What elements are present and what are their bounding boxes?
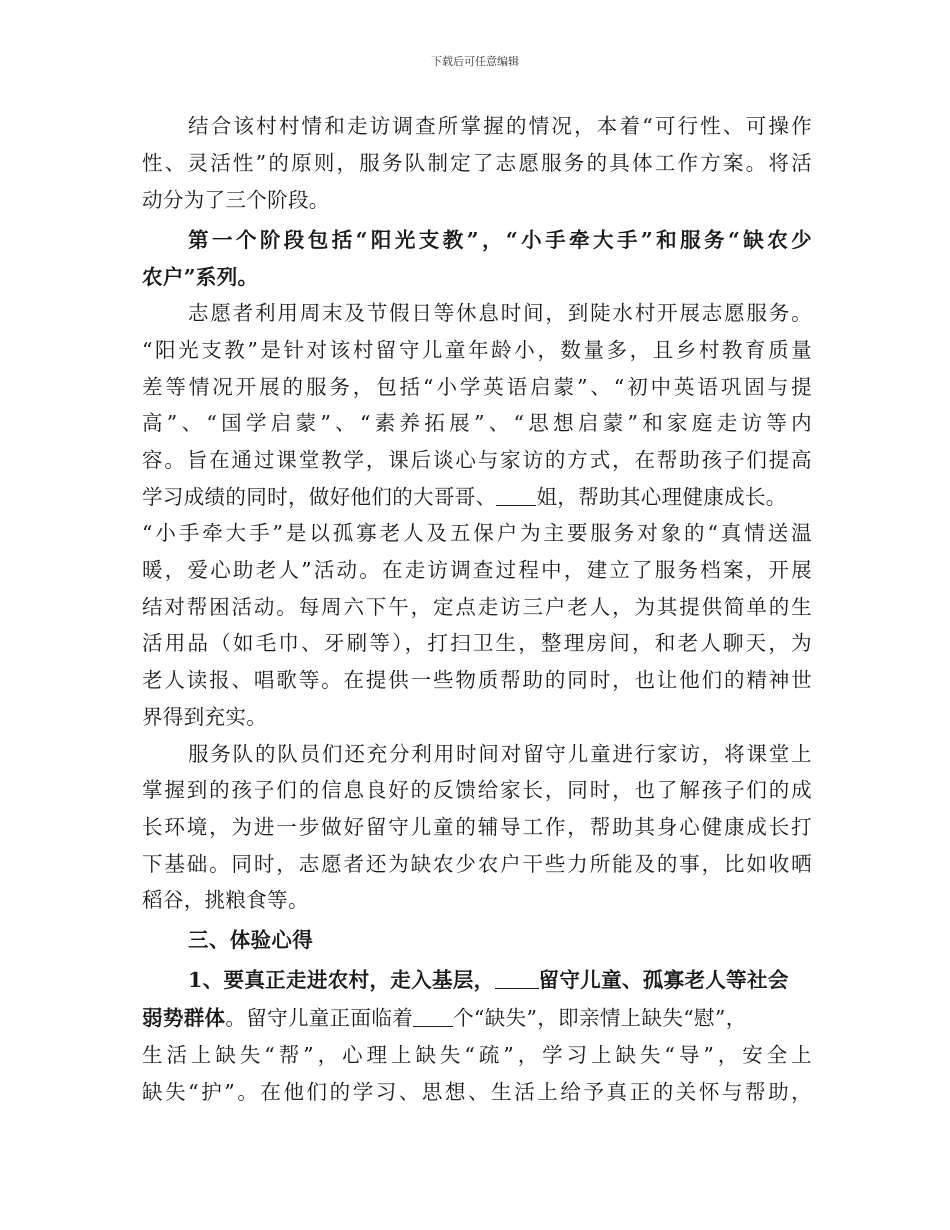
paragraph-line: 服务队的队员们还充分利用时间对留守儿童进行家访，将课堂上 [188,742,812,766]
fill-in-blank [413,1006,453,1027]
text-run: 弱势群体 [142,1006,226,1030]
paragraph-line: 下基础。同时，志愿者还为缺农少农户干些力所能及的事，比如收晒 [142,852,812,876]
paragraph-line: “小手牵大手”是以孤寡老人及五保户为主要服务对象的“真情送温 [142,521,812,545]
paragraph-line: 差等情况开展的服务，包括“小学英语启蒙”、“初中英语巩固与提 [142,375,812,399]
paragraph-line: 志愿者利用周末及节假日等休息时间，到陡水村开展志愿服务。 [188,301,812,325]
paragraph-line: “阳光支教”是针对该村留守儿童年龄小，数量多，且乡村教育质量 [142,338,812,362]
paragraph-line: 容。旨在通过课堂教学，课后谈心与家访的方式，在帮助孩子们提高 [142,448,812,472]
section-heading: 三、体验心得 [188,928,314,952]
paragraph-line: 生活上缺失“帮”，心理上缺失“疏”，学习上缺失“导”，安全上 [142,1043,812,1067]
paragraph-line: 高”、“国学启蒙”、“素养拓展”、“思想启蒙”和家庭走访等内 [142,411,812,435]
paragraph-line: 长环境，为进一步做好留守儿童的辅导工作，帮助其身心健康成长打 [142,815,812,839]
fill-in-blank [495,968,539,989]
paragraph-line [188,965,812,995]
paragraph-line: 界得到充实。 [142,705,268,729]
paragraph-line: 活用品（如毛巾、牙刷等），打扫卫生，整理房间，和老人聊天，为 [142,631,812,655]
paragraph-line: 结合该村村情和走访调查所掌握的情况，本着“可行性、可操作 [188,114,812,138]
text-run: 个“缺失”，即亲情上缺失“慰”， [453,1006,747,1030]
section-heading-line: 第一个阶段包括“阳光支教”，“小手牵大手”和服务“缺农少 [188,228,812,252]
paragraph-line [142,482,812,512]
page-header: 下载后可任意编辑 [431,55,519,68]
paragraph-line: 结对帮困活动。每周六下午，定点走访三户老人，为其提供简单的生 [142,595,812,619]
text-run: 姐，帮助其心理健康成长。 [536,485,787,509]
paragraph-line: 稻谷，挑粮食等。 [142,888,309,912]
paragraph-line: 缺失“护”。在他们的学习、思想、生活上给予真正的关怀与帮助， [142,1080,812,1104]
text-run: 。留守儿童正面临着 [225,1006,414,1030]
paragraph-line: 老人读报、唱歌等。在提供一些物质帮助的同时，也让他们的精神世 [142,668,812,692]
text-run: 留守儿童、孤寡老人等社会 [538,968,789,992]
paragraph-line [142,1003,812,1033]
text-run: 1、要真正走进农村，走入基层， [188,968,495,992]
paragraph-line: 暖，爱心助老人”活动。在走访调查过程中，建立了服务档案，开展 [142,558,812,582]
section-heading-line: 农户”系列。 [142,265,259,289]
text-run: 学习成绩的同时，做好他们的大哥哥、 [142,485,497,509]
fill-in-blank [496,485,536,506]
paragraph-line: 性、灵活性”的原则，服务队制定了志愿服务的具体工作方案。将活 [142,151,812,175]
paragraph-line: 掌握到的孩子们的信息良好的反馈给家长，同时，也了解孩子们的成 [142,778,812,802]
paragraph-line: 动分为了三个阶段。 [142,188,330,212]
